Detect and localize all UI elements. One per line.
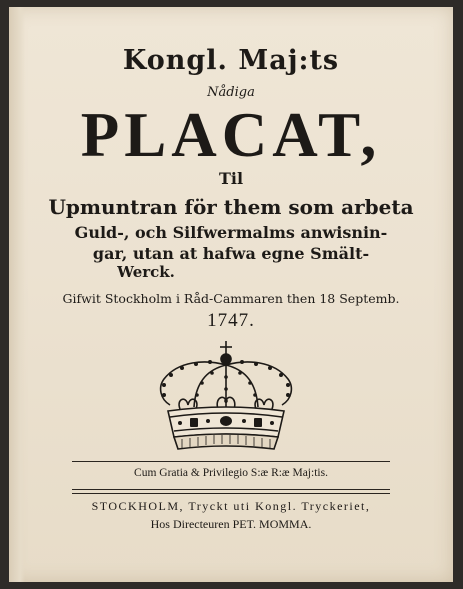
heading: Kongl. Maj:ts xyxy=(122,45,340,76)
privilege-line: Cum Gratia & Privilegio S:æ R:æ Maj:tis. xyxy=(134,467,328,479)
body-line-4: Werck. xyxy=(117,263,175,281)
imprint-line-2: Hos Directeuren PET. MOMMA. xyxy=(150,517,312,531)
til-line: Til xyxy=(218,169,244,188)
body-line-2: Guld-, och Silfwermalms anwisnin- xyxy=(74,223,388,242)
body-line-1: Upmuntran för them som arbeta xyxy=(48,195,414,219)
rule-divider xyxy=(72,461,390,462)
body-line-3: gar, utan at hafwa egne Smält- xyxy=(92,244,370,263)
crown-icon xyxy=(150,339,302,455)
issued-line: Gifwit Stockholm i Råd-Cammaren then 18 Septemb. xyxy=(62,291,400,306)
page-title: PLACAT, xyxy=(80,100,382,170)
year: 1747. xyxy=(207,310,255,331)
title-page xyxy=(9,7,453,582)
double-rule-divider xyxy=(72,489,390,494)
imprint-line-1: STOCKHOLM, Tryckt uti Kongl. Tryckeriet, xyxy=(91,499,371,513)
subheading: Nådiga xyxy=(207,85,255,100)
